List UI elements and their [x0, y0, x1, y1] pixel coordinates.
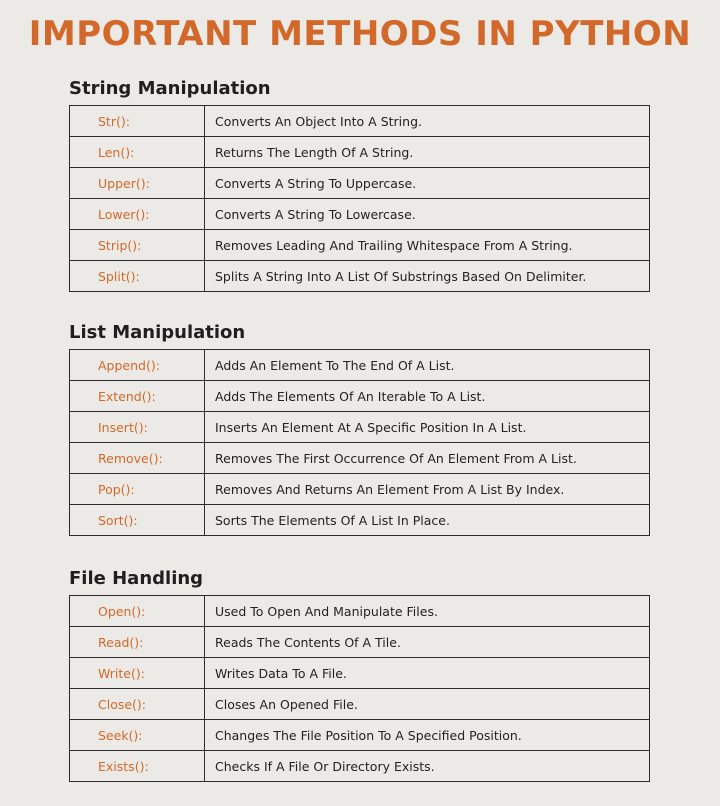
method-name: Sort():: [70, 505, 205, 536]
section-heading: String Manipulation: [69, 78, 271, 99]
section-heading: List Manipulation: [69, 322, 246, 343]
table-row: [70, 505, 650, 536]
method-description: Converts An Object Into A String.: [205, 106, 650, 137]
method-name: Write():: [70, 658, 205, 689]
method-name: Remove():: [70, 443, 205, 474]
method-description: Sorts The Elements Of A List In Place.: [205, 505, 650, 536]
table-row: [70, 689, 650, 720]
table-row: [70, 137, 650, 168]
method-description: Removes Leading And Trailing Whitespace From A String.: [205, 230, 650, 261]
method-name: Upper():: [70, 168, 205, 199]
method-name: Insert():: [70, 412, 205, 443]
table-row: [70, 412, 650, 443]
section-file-handling: [69, 566, 650, 782]
method-description: Adds An Element To The End Of A List.: [205, 350, 650, 381]
table-row: [70, 627, 650, 658]
methods-table: [69, 349, 650, 536]
table-row: [70, 230, 650, 261]
page-title: IMPORTANT METHODS IN PYTHON: [28, 14, 692, 54]
method-description: Closes An Opened File.: [205, 689, 650, 720]
method-name: Read():: [70, 627, 205, 658]
table-row: [70, 168, 650, 199]
method-name: Split():: [70, 261, 205, 292]
table-row: [70, 596, 650, 627]
method-description: Checks If A File Or Directory Exists.: [205, 751, 650, 782]
table-row: [70, 199, 650, 230]
method-description: Used To Open And Manipulate Files.: [205, 596, 650, 627]
method-description: Removes The First Occurrence Of An Element From A List.: [205, 443, 650, 474]
section-string-manipulation: [69, 76, 650, 292]
method-description: Converts A String To Lowercase.: [205, 199, 650, 230]
method-description: Changes The File Position To A Specified Position.: [205, 720, 650, 751]
section-list-manipulation: [69, 320, 650, 536]
method-description: Writes Data To A File.: [205, 658, 650, 689]
method-name: Pop():: [70, 474, 205, 505]
method-description: Splits A String Into A List Of Substrings Based On Delimiter.: [205, 261, 650, 292]
method-description: Reads The Contents Of A Tile.: [205, 627, 650, 658]
method-name: Len():: [70, 137, 205, 168]
method-description: Inserts An Element At A Specific Position In A List.: [205, 412, 650, 443]
table-row: [70, 720, 650, 751]
table-row: [70, 350, 650, 381]
method-name: Exists():: [70, 751, 205, 782]
table-row: [70, 474, 650, 505]
method-name: Seek():: [70, 720, 205, 751]
methods-table: [69, 595, 650, 782]
method-description: Removes And Returns An Element From A List By Index.: [205, 474, 650, 505]
section-heading: File Handling: [69, 568, 204, 589]
table-row: [70, 751, 650, 782]
table-row: [70, 261, 650, 292]
method-name: Close():: [70, 689, 205, 720]
method-description: Returns The Length Of A String.: [205, 137, 650, 168]
table-row: [70, 443, 650, 474]
table-row: [70, 106, 650, 137]
table-row: [70, 381, 650, 412]
methods-table: [69, 105, 650, 292]
table-row: [70, 658, 650, 689]
method-name: Lower():: [70, 199, 205, 230]
method-name: Append():: [70, 350, 205, 381]
method-name: Open():: [70, 596, 205, 627]
method-description: Adds The Elements Of An Iterable To A List.: [205, 381, 650, 412]
method-name: Extend():: [70, 381, 205, 412]
method-name: Strip():: [70, 230, 205, 261]
method-name: Str():: [70, 106, 205, 137]
method-description: Converts A String To Uppercase.: [205, 168, 650, 199]
